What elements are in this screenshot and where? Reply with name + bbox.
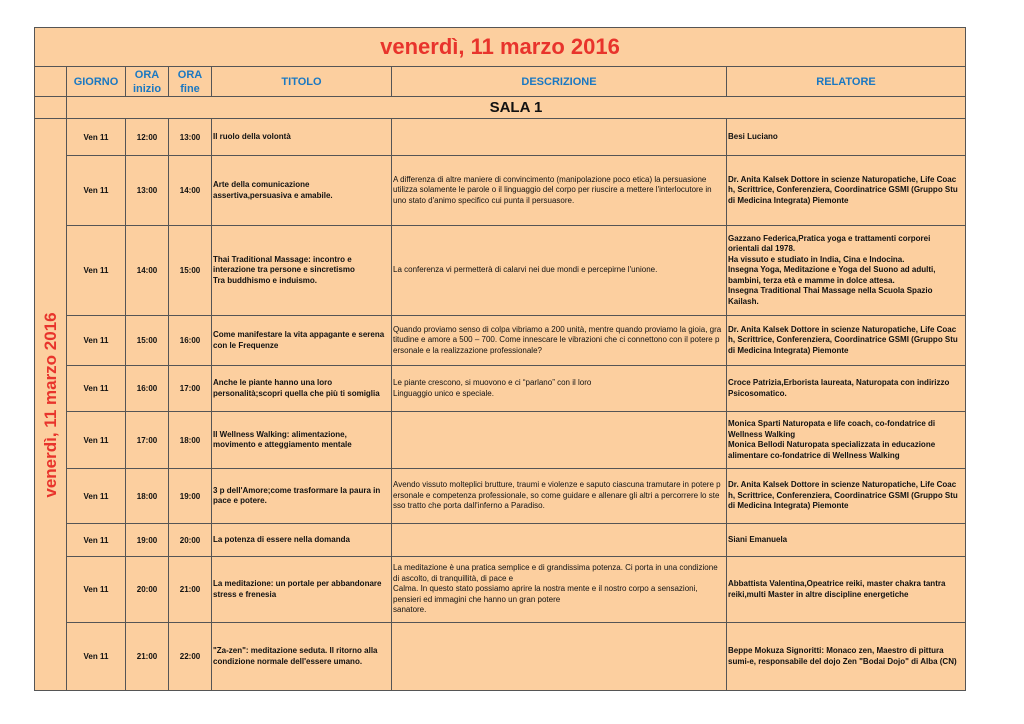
title-row	[35, 28, 966, 67]
cell-giorno: Ven 11	[67, 623, 126, 691]
cell-giorno: Ven 11	[67, 412, 126, 469]
side-date-cell	[35, 119, 67, 691]
sala-label: SALA 1	[67, 97, 966, 119]
table-row	[35, 366, 966, 412]
cell-relatore: Abbattista Valentina,Opeatrice reiki, master chakra tantra reiki,multi Master in altre discipline energetiche	[727, 557, 966, 623]
cell-ora-inizio: 17:00	[126, 412, 169, 469]
cell-relatore: Gazzano Federica,Pratica yoga e trattamenti corporei orientali dal 1978. Ha vissuto e studiato in India, Cina e Indocina. Insegna Yoga, Meditazione e Yoga del Suono ad adulti, bambini, terza età e mamme in dolce attesa. Insegna Traditional Thai Massage nella Scuola Spazio Kailash.	[727, 226, 966, 316]
cell-giorno: Ven 11	[67, 557, 126, 623]
cell-titolo: Thai Traditional Massage: incontro e interazione tra persone e sincretismo Tra buddhismo e induismo.	[212, 226, 392, 316]
cell-giorno: Ven 11	[67, 316, 126, 366]
cell-ora-fine: 22:00	[169, 623, 212, 691]
cell-ora-fine: 17:00	[169, 366, 212, 412]
cell-ora-fine: 14:00	[169, 156, 212, 226]
header-titolo: TITOLO	[212, 67, 392, 97]
cell-titolo: Anche le piante hanno una loro personalità;scopri quella che più ti somiglia	[212, 366, 392, 412]
header-descrizione: DESCRIZIONE	[392, 67, 727, 97]
cell-giorno: Ven 11	[67, 366, 126, 412]
header-spacer	[35, 67, 67, 97]
header-relatore: RELATORE	[727, 67, 966, 97]
sala-row	[35, 97, 966, 119]
table-row	[35, 412, 966, 469]
table-row	[35, 524, 966, 557]
cell-descrizione: La meditazione è una pratica semplice e di grandissima potenza. Ci porta in una condizione di ascolto, di tranquillità, di pace e Calma. In questo stato possiamo aprire la nostra mente e il nostro corpo a sensazioni, pensieri ed immagini che hanno un gran potere sanatore.	[392, 557, 727, 623]
table-row	[35, 316, 966, 366]
cell-ora-fine: 13:00	[169, 119, 212, 156]
cell-titolo: Come manifestare la vita appagante e serena con le Frequenze	[212, 316, 392, 366]
cell-ora-inizio: 18:00	[126, 469, 169, 524]
cell-giorno: Ven 11	[67, 524, 126, 557]
cell-titolo: Arte della comunicazione assertiva,persuasiva e amabile.	[212, 156, 392, 226]
cell-descrizione: La conferenza vi permetterà di calarvi nei due mondi e percepirne l'unione.	[392, 226, 727, 316]
table-row	[35, 156, 966, 226]
header-row	[35, 67, 966, 97]
header-giorno: GIORNO	[67, 67, 126, 97]
cell-giorno: Ven 11	[67, 156, 126, 226]
header-ora-inizio: ORA inizio	[126, 67, 169, 97]
cell-descrizione: Quando proviamo senso di colpa vibriamo a 200 unità, mentre quando proviamo la gioia, gra titudine e amore a 500 – 700. Come innescare le vibrazioni che ci connettono con il potere p ersonale e la realizzazione professionale?	[392, 316, 727, 366]
cell-descrizione: Avendo vissuto molteplici brutture, traumi e violenze e saputo ciascuna tramutare in potere p ersonale e competenza professionale, so come guidare e allenare gli altri a percorrere lo ste sso tratto che porta dall'inferno a Paradiso.	[392, 469, 727, 524]
cell-relatore: Dr. Anita Kalsek Dottore in scienze Naturopatiche, Life Coac h, Scrittrice, Conferenziera, Coordinatrice GSMI (Gruppo Stu di Medicina Integrata) Piemonte	[727, 469, 966, 524]
cell-relatore: Siani Emanuela	[727, 524, 966, 557]
sala-spacer	[35, 97, 67, 119]
cell-ora-fine: 15:00	[169, 226, 212, 316]
cell-ora-fine: 19:00	[169, 469, 212, 524]
cell-ora-inizio: 20:00	[126, 557, 169, 623]
cell-descrizione	[392, 119, 727, 156]
table-row	[35, 623, 966, 691]
cell-ora-inizio: 13:00	[126, 156, 169, 226]
cell-descrizione	[392, 524, 727, 557]
cell-ora-fine: 16:00	[169, 316, 212, 366]
cell-titolo: "Za-zen": meditazione seduta. Il ritorno alla condizione normale dell'essere umano.	[212, 623, 392, 691]
cell-ora-inizio: 19:00	[126, 524, 169, 557]
table-row	[35, 226, 966, 316]
cell-ora-fine: 21:00	[169, 557, 212, 623]
side-date-label: venerdì, 11 marzo 2016	[40, 311, 60, 498]
cell-titolo: 3 p dell'Amore;come trasformare la paura in pace e potere.	[212, 469, 392, 524]
cell-titolo: La meditazione: un portale per abbandonare stress e frenesia	[212, 557, 392, 623]
cell-relatore: Besi Luciano	[727, 119, 966, 156]
cell-ora-inizio: 14:00	[126, 226, 169, 316]
table-row	[35, 119, 966, 156]
cell-titolo: La potenza di essere nella domanda	[212, 524, 392, 557]
cell-ora-inizio: 15:00	[126, 316, 169, 366]
cell-giorno: Ven 11	[67, 469, 126, 524]
table-row	[35, 557, 966, 623]
cell-relatore: Dr. Anita Kalsek Dottore in scienze Naturopatiche, Life Coac h, Scrittrice, Conferenziera, Coordinatrice GSMI (Gruppo Stu di Medicina Integrata) Piemonte	[727, 156, 966, 226]
cell-giorno: Ven 11	[67, 226, 126, 316]
cell-titolo: Il Wellness Walking: alimentazione, movimento e atteggiamento mentale	[212, 412, 392, 469]
cell-ora-fine: 20:00	[169, 524, 212, 557]
cell-titolo: Il ruolo della volontà	[212, 119, 392, 156]
cell-relatore: Monica Sparti Naturopata e life coach, co-fondatrice di Wellness Walking Monica Bellodi Naturopata specializzata in educazione alimentare co-fondatrice di Wellness Walking	[727, 412, 966, 469]
page-title: venerdì, 11 marzo 2016	[35, 28, 966, 67]
cell-relatore: Croce Patrizia,Erborista laureata, Naturopata con indirizzo Psicosomatico.	[727, 366, 966, 412]
cell-ora-inizio: 21:00	[126, 623, 169, 691]
cell-descrizione	[392, 623, 727, 691]
cell-ora-fine: 18:00	[169, 412, 212, 469]
cell-ora-inizio: 16:00	[126, 366, 169, 412]
cell-giorno: Ven 11	[67, 119, 126, 156]
cell-ora-inizio: 12:00	[126, 119, 169, 156]
schedule-table	[34, 27, 966, 691]
cell-relatore: Dr. Anita Kalsek Dottore in scienze Naturopatiche, Life Coac h, Scrittrice, Conferenziera, Coordinatrice GSMI (Gruppo Stu di Medicina Integrata) Piemonte	[727, 316, 966, 366]
cell-descrizione: A differenza di altre maniere di convincimento (manipolazione poco etica) la persuasione utilizza solamente le parole o il linguaggio del corpo per riuscire a mettere l'interlocutore in uno stato d'animo specifico cui punta il persuasore.	[392, 156, 727, 226]
cell-relatore: Beppe Mokuza Signoritti: Monaco zen, Maestro di pittura sumi-e, responsabile del dojo Zen "Bodai Dojo" di Alba (CN)	[727, 623, 966, 691]
cell-descrizione: Le piante crescono, si muovono e ci “parlano” con il loro Linguaggio unico e speciale.	[392, 366, 727, 412]
header-ora-fine: ORA fine	[169, 67, 212, 97]
table-row	[35, 469, 966, 524]
cell-descrizione	[392, 412, 727, 469]
